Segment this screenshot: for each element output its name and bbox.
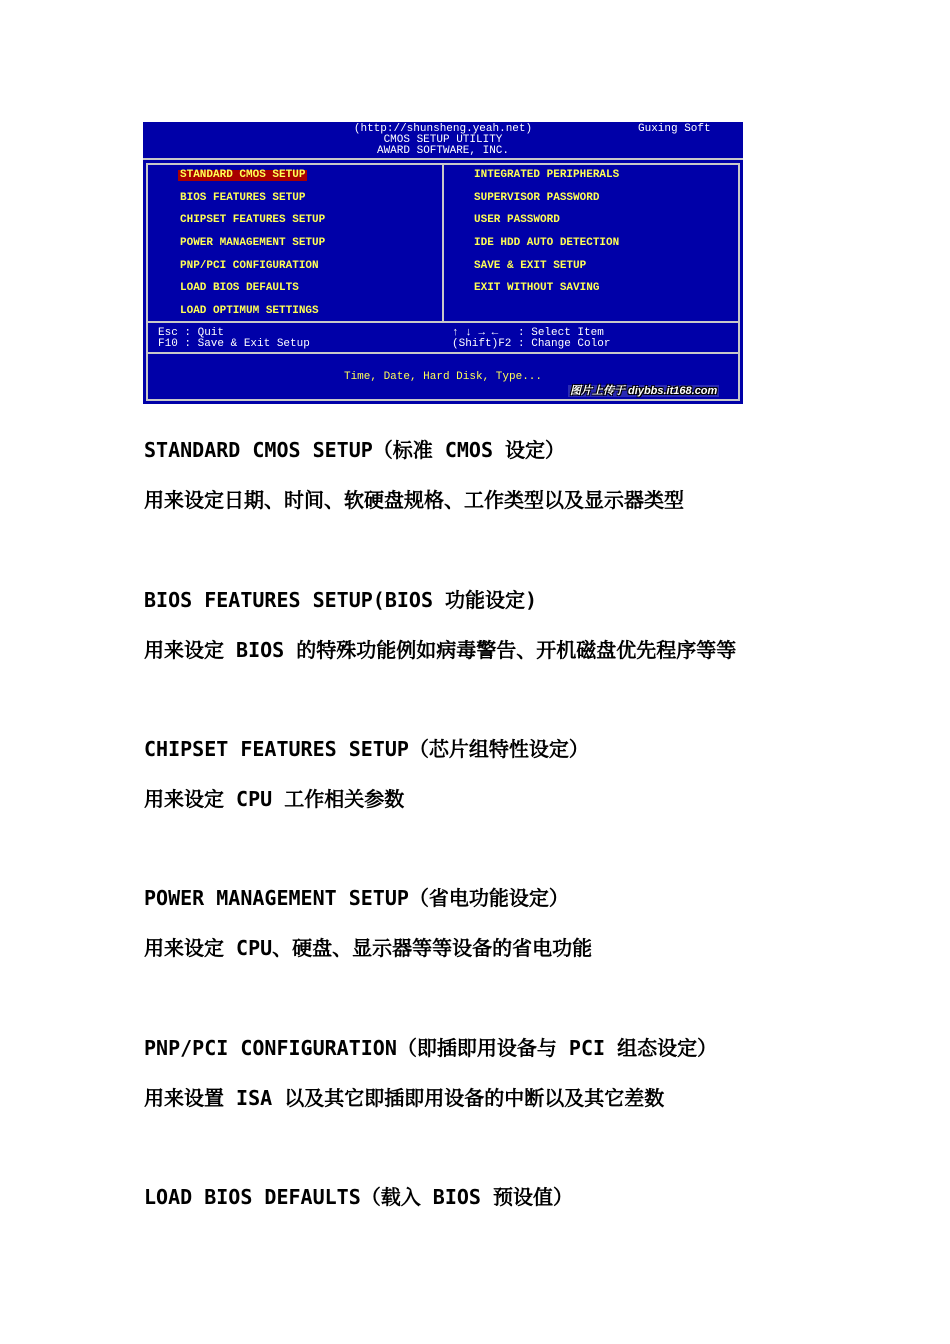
section-heading: PNP/PCI CONFIGURATION（即插即用设备与 PCI 组态设定） [144, 1036, 718, 1060]
section-description: 用来设定 CPU 工作相关参数 [144, 787, 405, 811]
menu-item-integrated-peripherals[interactable]: INTEGRATED PERIPHERALS [474, 169, 620, 181]
section-description: 用来设定日期、时间、软硬盘规格、工作类型以及显示器类型 [144, 488, 684, 512]
menu-item-bios-features-setup[interactable]: BIOS FEATURES SETUP [180, 192, 306, 204]
menu-item-chipset-features-setup[interactable]: CHIPSET FEATURES SETUP [180, 214, 326, 226]
section-description: 用来设定 BIOS 的特殊功能例如病毒警告、开机磁盘优先程序等等 [144, 638, 737, 662]
menu-item-supervisor-password[interactable]: SUPERVISOR PASSWORD [474, 192, 600, 204]
bios-key-help [146, 323, 740, 354]
key-help-color: (Shift)F2 : Change Color [452, 338, 611, 350]
menu-item-load-optimum-settings[interactable]: LOAD OPTIMUM SETTINGS [180, 305, 319, 317]
key-help-esc: Esc : Quit [158, 327, 225, 339]
menu-item-pnp-pci-configuration[interactable]: PNP/PCI CONFIGURATION [180, 260, 319, 272]
key-help-select: ↑ ↓ → ← : Select Item [452, 327, 604, 339]
section-description: 用来设定 CPU、硬盘、显示器等等设备的省电功能 [144, 936, 593, 960]
section-heading: BIOS FEATURES SETUP(BIOS 功能设定) [144, 588, 538, 612]
menu-item-load-bios-defaults[interactable]: LOAD BIOS DEFAULTS [180, 282, 299, 294]
bios-menu [146, 163, 740, 323]
bios-url: (http://shunsheng.yeah.net) [353, 123, 533, 135]
watermark: 图片上传于 diybbs.it168.com [570, 385, 718, 397]
bios-credit: Guxing Soft [638, 123, 711, 135]
key-help-f10: F10 : Save & Exit Setup [158, 338, 310, 350]
menu-item-ide-hdd-auto-detection[interactable]: IDE HDD AUTO DETECTION [474, 237, 620, 249]
menu-item-save-exit-setup[interactable]: SAVE & EXIT SETUP [474, 260, 587, 272]
section-heading: CHIPSET FEATURES SETUP（芯片组特性设定） [144, 737, 589, 761]
section-heading: STANDARD CMOS SETUP（标准 CMOS 设定） [144, 438, 566, 462]
menu-divider [442, 165, 444, 321]
menu-item-power-management-setup[interactable]: POWER MANAGEMENT SETUP [180, 237, 326, 249]
menu-item-user-password[interactable]: USER PASSWORD [474, 214, 560, 226]
menu-item-standard-cmos-setup[interactable]: STANDARD CMOS SETUP [180, 169, 306, 181]
section-heading: LOAD BIOS DEFAULTS（载入 BIOS 预设值） [144, 1185, 573, 1209]
bios-title: CMOS SETUP UTILITY [383, 134, 503, 146]
bios-header [143, 122, 743, 160]
section-description: 用来设置 ISA 以及其它即插即用设备的中断以及其它差数 [144, 1086, 665, 1110]
menu-item-exit-without-saving[interactable]: EXIT WITHOUT SAVING [474, 282, 600, 294]
status-description: Time, Date, Hard Disk, Type... [343, 371, 543, 383]
bios-setup-screenshot [143, 122, 743, 404]
bios-vendor: AWARD SOFTWARE, INC. [376, 145, 510, 157]
section-heading: POWER MANAGEMENT SETUP（省电功能设定） [144, 886, 569, 910]
bios-status-bar [146, 354, 740, 401]
